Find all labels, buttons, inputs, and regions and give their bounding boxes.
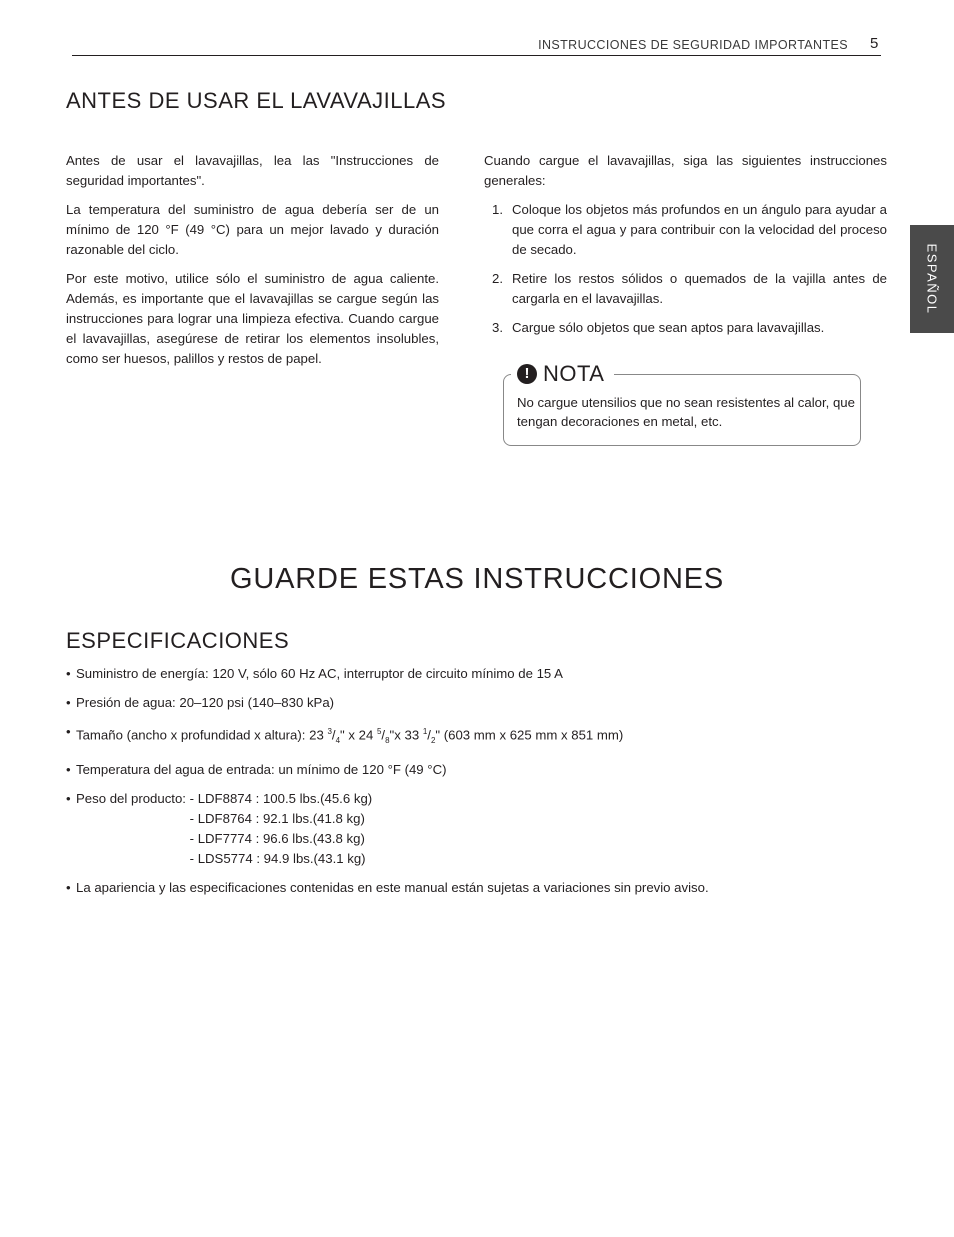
list-item: • Presión de agua: 20–120 psi (140–830 kPa) (66, 695, 335, 710)
right-column (484, 151, 887, 347)
specs-list (66, 664, 886, 907)
list-item: 2. Retire los restos sólidos o quemados de la vajilla antes de cargarla en el lavavajillas. (492, 271, 887, 306)
weight-row: Peso del producto: - LDF8874 : 100.5 lbs.(45.6 kg) - LDF8764 : 92.1 lbs.(41.8 kg) - LDF7774 : 96.6 lbs.(43.8 kg) - LDS5774 : 94.9 lbs.(43.1 kg) (76, 789, 886, 869)
paragraph: Antes de usar el lavavajillas, lea las "Instrucciones de seguridad importantes". (66, 153, 439, 188)
list-item: • Temperatura del agua de entrada: un mínimo de 120 °F (49 °C) (66, 762, 447, 778)
section-title-specs: ESPECIFICACIONES (66, 628, 290, 653)
left-column (66, 151, 439, 378)
list-item: • La apariencia y las especificaciones contenidas en este manual están sujetas a variaciones sin previo aviso. (66, 880, 709, 896)
list-item: • Tamaño (ancho x profundidad x altura): 23 $^3/_4$" x 24 $^5/_8"x$ 33 $^1/_2$" (603 mm x 625 mm x 851 mm) (66, 724, 624, 746)
paragraph: La temperatura del suministro de agua debería ser de un mínimo de 120 °F (49 °C) para un mejor lavado y duración razonable del ciclo. (66, 202, 439, 257)
header-rule (72, 55, 881, 56)
loading-steps-list (484, 200, 887, 338)
language-tab (910, 225, 954, 333)
paragraph: Por este motivo, utilice sólo el suministro de agua caliente. Además, es importante que el lavavajillas se cargue según las instrucciones para lograr una limpieza efectiva. Cuando cargue el lavavajillas, asegúrese de retirar los elementos insolubles, como ser huesos, palillos y restos de papel. (66, 271, 439, 366)
running-header: INSTRUCCIONES DE SEGURIDAD IMPORTANTES (538, 38, 848, 52)
weight-entry: - LDS5774 : 94.9 lbs.(43.1 kg) (189, 851, 366, 867)
exclamation-icon: ! (517, 364, 537, 384)
paragraph: Cuando cargue el lavavajillas, siga las siguientes instrucciones generales: (484, 153, 887, 188)
page-number: 5 (870, 35, 879, 52)
language-tab-label: ESPAÑOL (924, 243, 940, 315)
section-title-antes: ANTES DE USAR EL LAVAVAJILLAS (66, 88, 447, 113)
weight-entry: - LDF7774 : 96.6 lbs.(43.8 kg) (189, 831, 365, 847)
note-title: NOTA (543, 361, 605, 386)
weight-list (190, 789, 373, 869)
list-item: 1. Coloque los objetos más profundos en un ángulo para ayudar a que corra el agua y para contribuir con la velocidad del proceso de secado. (492, 202, 887, 257)
list-item: • Suministro de energía: 120 V, sólo 60 Hz AC, interruptor de circuito mínimo de 15 A (66, 666, 563, 681)
note-heading (511, 361, 614, 387)
weight-entry: - LDF8764 : 92.1 lbs.(41.8 kg) (189, 811, 365, 827)
list-item: 3. Cargue sólo objetos que sean aptos para lavavajillas. (492, 320, 825, 335)
weight-entry: - LDF8874 : 100.5 lbs.(45.6 kg) (189, 791, 373, 807)
note-text: No cargue utensilios que no sean resistentes al calor, que tengan decoraciones en metal, etc. (517, 395, 855, 429)
main-title: GUARDE ESTAS INSTRUCCIONES (230, 563, 724, 595)
list-item: • Peso del producto: - LDF8874 : 100.5 lbs.(45.6 kg) - LDF8764 : 92.1 lbs.(41.8 kg) - LDF7774 : 96.6 lbs.(43.8 kg) - LDS5774 : 94.9 lbs.(43.1 kg) (66, 789, 886, 869)
